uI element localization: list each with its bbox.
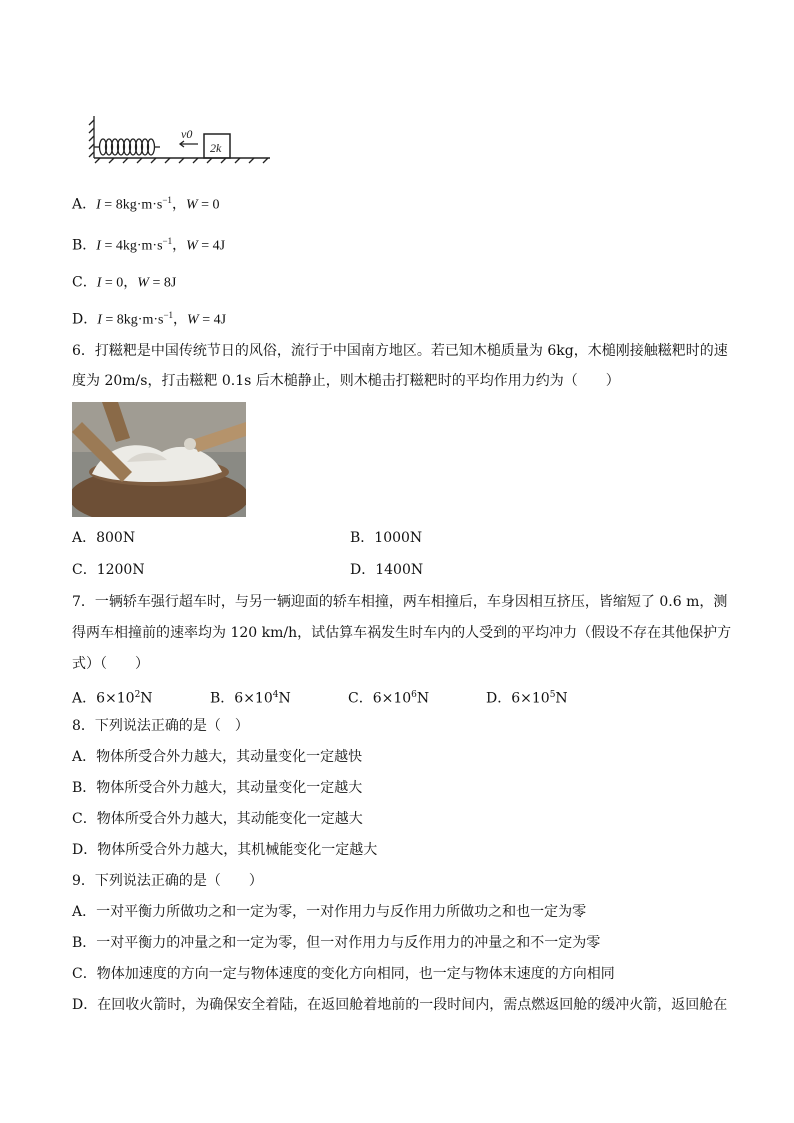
q5-option-c[interactable]: C．I = 0，W = 8J (72, 274, 177, 291)
q7-stem-line-1: 7．一辆轿车强行超车时，与另一辆迎面的轿车相撞，两车相撞后，车身因相互挤压，皆缩短了 0.6 m，测 (72, 594, 728, 610)
q6-option-d[interactable]: D．1400N (350, 562, 424, 578)
q8-option-b[interactable]: B．物体所受合外力越大，其动量变化一定越大 (72, 780, 363, 796)
q9-stem: 9．下列说法正确的是（ ） (72, 873, 263, 889)
q5-option-a[interactable]: A．$I = 8kg\cdot m\cdot s^{-1}$，W = 0 (72, 195, 220, 213)
q8-option-c[interactable]: C．物体所受合外力越大，其动能变化一定越大 (72, 811, 363, 827)
velocity-label: v0 (181, 127, 193, 141)
q7-option-d[interactable]: D．$6\times 10^5N$ (486, 690, 568, 707)
q8-stem: 8．下列说法正确的是（ ） (72, 718, 249, 734)
q9-option-d[interactable]: D．在回收火箭时，为确保安全着陆，在返回舱着地前的一段时间内，需点燃返回舱的缓冲火箭，返回舱在 (72, 997, 728, 1013)
q8-option-a[interactable]: A．物体所受合外力越大，其动量变化一定越快 (72, 749, 363, 765)
q6-stem-line-2: 度为 20m/s，打击糍粑 0.1s 后木槌静止，则木槌击打糍粑时的平均作用力约为（ ） (72, 373, 620, 389)
q7-option-a[interactable]: A．$6\times 10^2N$ (72, 690, 153, 707)
q7-stem-line-3: 式）（ ） (72, 656, 149, 672)
q7-option-b[interactable]: B．$6\times 10^4N$ (210, 690, 291, 707)
ciba-pounding-photo (72, 402, 246, 517)
q9-option-c[interactable]: C．物体加速度的方向一定与物体速度的变化方向相同，也一定与物体末速度的方向相同 (72, 966, 615, 982)
q8-option-d[interactable]: D．物体所受合外力越大，其机械能变化一定越大 (72, 842, 378, 858)
spring-block-figure (88, 112, 278, 170)
q6-stem-line-1: 6．打糍粑是中国传统节日的风俗，流行于中国南方地区。若已知木槌质量为 6kg，木槌刚接触糍粑时的速 (72, 343, 728, 359)
q5-option-d[interactable]: D．$I = 8kg\cdot m\cdot s^{-1}$，W = 4J (72, 310, 227, 328)
q7-option-c[interactable]: C．$6\times 10^6N$ (348, 690, 430, 707)
block-mass-label: 2k (210, 141, 222, 155)
q9-option-b[interactable]: B．一对平衡力的冲量之和一定为零，但一对作用力与反作用力的冲量之和不一定为零 (72, 935, 601, 951)
q9-option-a[interactable]: A．一对平衡力所做功之和一定为零，一对作用力与反作用力所做功之和也一定为零 (72, 904, 587, 920)
q5-option-b[interactable]: B．$I = 4kg\cdot m\cdot s^{-1}$，W = 4J (72, 236, 226, 254)
q6-option-b[interactable]: B．1000N (350, 530, 423, 546)
q7-stem-line-2: 得两车相撞前的速率均为 120 km/h，试估算车祸发生时车内的人受到的平均冲力（假设不存在其他保护方 (72, 625, 732, 641)
q6-option-a[interactable]: A．800N (72, 530, 136, 546)
q6-option-c[interactable]: C．1200N (72, 562, 145, 578)
